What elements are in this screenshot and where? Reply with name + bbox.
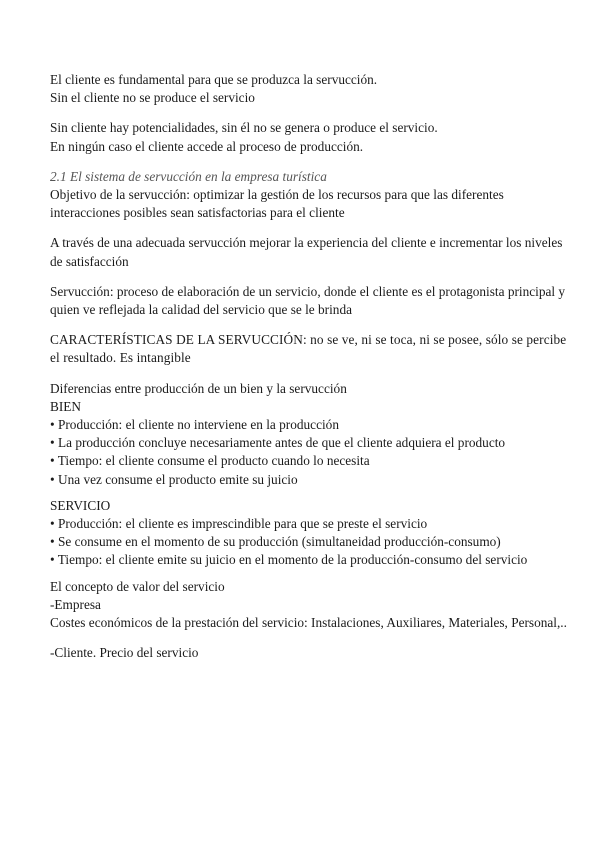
section-servuction-system — [50, 168, 570, 223]
servicio-label: SERVICIO — [50, 497, 111, 513]
list-item: • Producción: el cliente es imprescindible para que se preste el servicio — [50, 515, 570, 533]
list-item: • Producción: el cliente no interviene en la producción — [50, 416, 570, 434]
text-line: A través de una adecuada servucción mejorar la experiencia del cliente e incrementar los niveles de satisfacción — [50, 235, 563, 269]
servicio-section — [50, 497, 570, 570]
value-costs: Costes económicos de la prestación del servicio: Instalaciones, Auxiliares, Materiales, Personal,.. — [50, 615, 567, 631]
text-line: Servucción: proceso de elaboración de un servicio, donde el cliente es el protagonista principal y quien ve reflejada la calidad del servicio que se le brinda — [50, 283, 566, 318]
paragraph-client-fundamental — [50, 71, 570, 107]
document-page — [50, 71, 570, 674]
list-item: • Una vez consume el producto emite su juicio — [50, 471, 570, 489]
value-title: El concepto de valor del servicio — [50, 578, 225, 594]
list-item: • Tiempo: el cliente emite su juicio en el momento de la producción-consumo del servicio — [50, 551, 570, 569]
bien-list — [50, 416, 570, 489]
paragraph-characteristics — [50, 331, 570, 367]
value-cliente: -Cliente. Precio del servicio — [50, 645, 199, 661]
text-line: Sin cliente hay potencialidades, sin él no se genera o produce el servicio. — [50, 120, 438, 136]
list-item: • Se consume en el momento de su producción (simultaneidad producción-consumo) — [50, 533, 570, 551]
list-item: • Tiempo: el cliente consume el producto cuando lo necesita — [50, 452, 570, 470]
bien-label: BIEN — [50, 398, 82, 414]
servicio-list — [50, 515, 570, 570]
text-line: Sin el cliente no se produce el servicio — [50, 90, 255, 106]
value-empresa: -Empresa — [50, 596, 101, 612]
section-heading: 2.1 El sistema de servucción en la empresa turística — [50, 168, 327, 184]
paragraph-experience — [50, 234, 570, 270]
text-line: CARACTERÍSTICAS DE LA SERVUCCIÓN: no se ve, ni se toca, ni se posee, sólo se percibe el resultado. Es intangible — [50, 332, 567, 366]
paragraph-potentialities — [50, 119, 570, 155]
text-line: En ningún caso el cliente accede al proceso de producción. — [50, 138, 364, 154]
list-item: • La producción concluye necesariamente antes de que el cliente adquiera el producto — [50, 434, 570, 452]
differences-title: Diferencias entre producción de un bien y la servucción — [50, 380, 347, 396]
value-client-section — [50, 644, 570, 662]
objective-text: Objetivo de la servucción: optimizar la gestión de los recursos para que las diferentes interacciones posibles sean satisfactorias para el cliente — [50, 187, 504, 221]
value-section — [50, 578, 570, 633]
paragraph-servuction-definition — [50, 283, 570, 319]
text-line: El cliente es fundamental para que se produzca la servucción. — [50, 72, 378, 87]
differences-section — [50, 380, 570, 489]
